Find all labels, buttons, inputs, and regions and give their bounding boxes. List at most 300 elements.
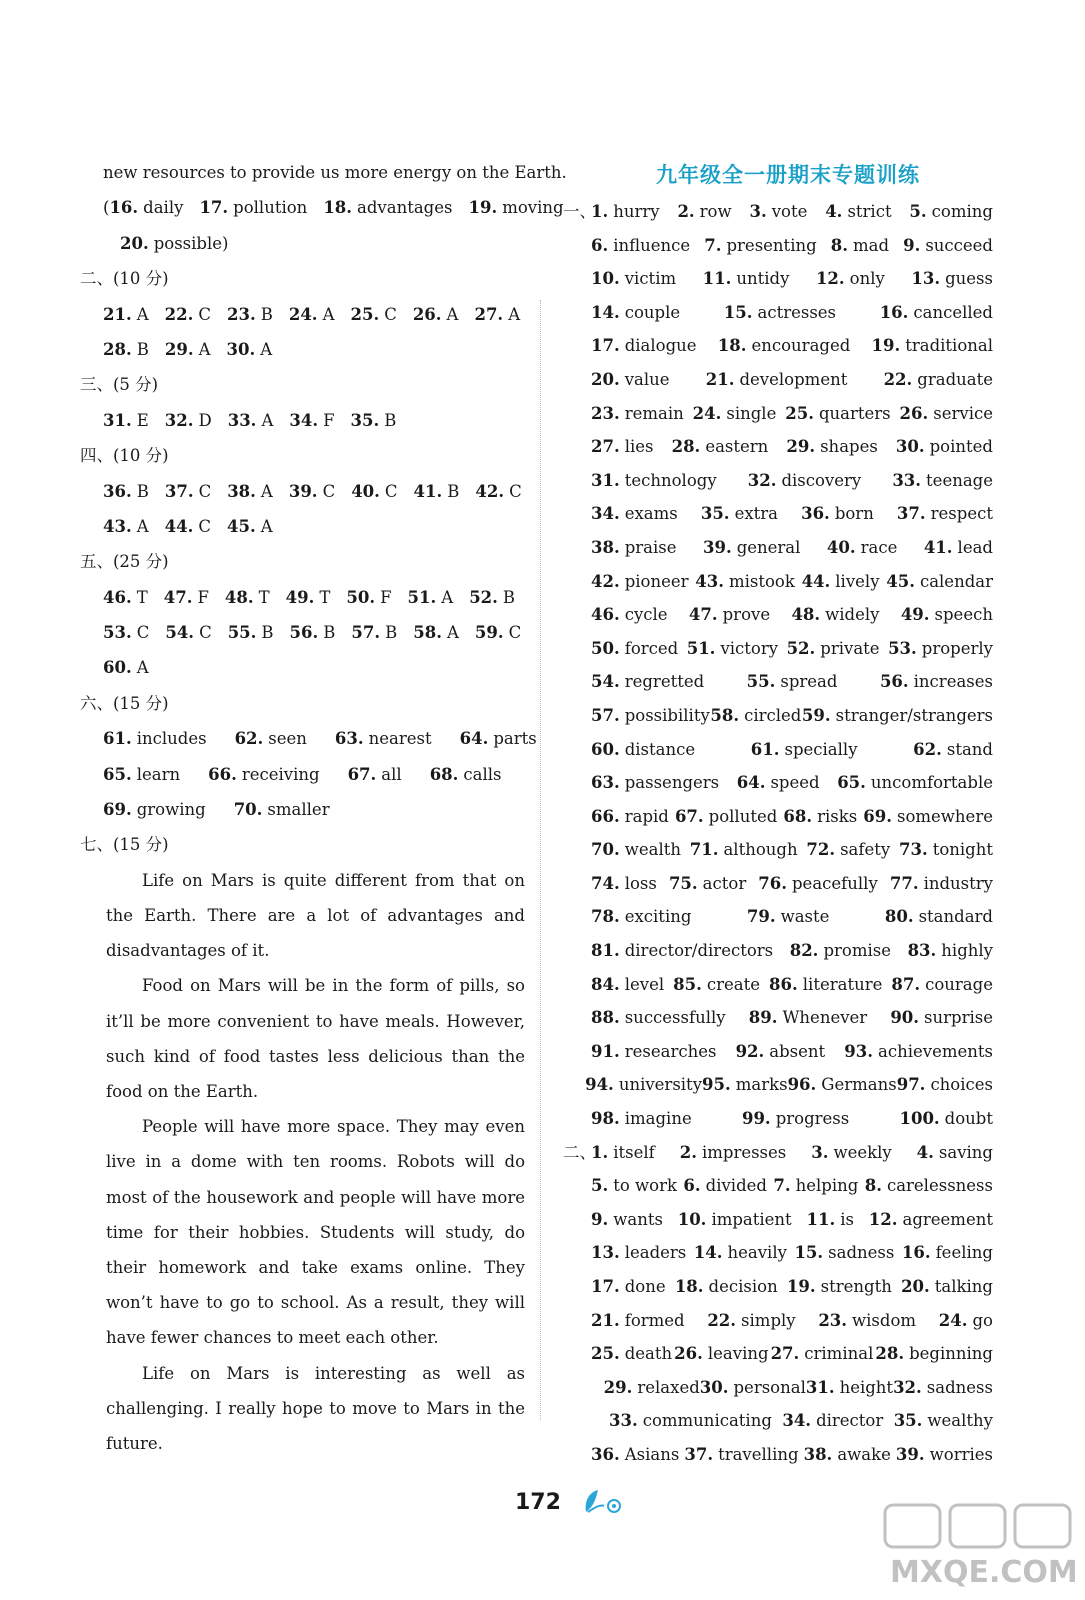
answer-number: 1.: [591, 202, 609, 221]
answer-text: speed: [770, 773, 820, 793]
answer-item: [591, 497, 678, 531]
answers-wrap: [591, 833, 1013, 867]
answer-number: 79.: [746, 907, 776, 927]
answer-number: 39.: [288, 481, 318, 501]
answer-item: [591, 699, 710, 733]
answer-number: 23.: [818, 1310, 848, 1330]
answer-item: [806, 1371, 893, 1405]
answer-number: 48.: [224, 587, 254, 607]
answer-number: 29.: [164, 339, 194, 359]
answers-wrap: [591, 1304, 1013, 1338]
answer-text: A: [322, 304, 335, 324]
answer-text: pollution: [233, 198, 308, 218]
answer-item: [103, 757, 180, 792]
answer-item: [227, 474, 273, 509]
answer-text: achievements: [878, 1041, 993, 1061]
answer-number: 82.: [789, 941, 819, 961]
answer-item: [825, 195, 891, 229]
answer-item: [413, 615, 459, 650]
answer-number: 7.: [773, 1176, 791, 1196]
answer-number: 50.: [591, 638, 620, 658]
answer-number: 81.: [591, 941, 620, 961]
answer-number: 100.: [899, 1109, 940, 1129]
answer-text: dialogue: [624, 336, 697, 356]
answers-wrap: [591, 1035, 1013, 1069]
answer-text: F: [323, 410, 335, 430]
answer-number: 43.: [103, 516, 132, 536]
answer-text: waste: [780, 907, 830, 927]
answers-wrap: [609, 1404, 1013, 1438]
answer-item: [700, 1371, 806, 1405]
answer-number: 23.: [591, 403, 620, 423]
leaf-logo-icon: [580, 1486, 630, 1516]
answer-text: A: [136, 658, 149, 678]
answer-number: 15.: [794, 1243, 824, 1263]
answer-item: [469, 580, 515, 615]
answer-item: [468, 190, 563, 225]
answer-number: 52.: [469, 587, 498, 607]
sec4-row: [80, 509, 525, 544]
answer-number: 28.: [103, 339, 132, 359]
answers-wrap: [591, 1136, 1013, 1170]
answer-number: 91.: [591, 1041, 620, 1061]
answer-number: 64.: [459, 729, 489, 749]
answer-item: [165, 297, 211, 332]
answer-number: 12.: [815, 269, 845, 289]
answer-text: go: [972, 1310, 993, 1330]
answer-item: [591, 1270, 666, 1304]
sec4-heading: 四、(10 分): [80, 446, 169, 466]
answer-item: [749, 195, 807, 229]
answer-number: 16.: [901, 1243, 931, 1263]
answer-item: [911, 262, 993, 296]
answer-item: [591, 766, 719, 800]
answer-number: 21.: [103, 304, 132, 324]
answer-text: mistook: [728, 571, 795, 591]
sec2-row: [80, 297, 525, 332]
answer-item: [694, 1236, 787, 1270]
answer-text: wants: [613, 1209, 663, 1229]
answer-item: [591, 565, 689, 599]
answer-item: [591, 464, 717, 498]
answer-number: 60.: [103, 658, 132, 678]
answer-number: 69.: [103, 800, 132, 820]
answer-item: [591, 833, 681, 867]
answer-text: marks: [735, 1075, 788, 1095]
answer-number: 33.: [892, 470, 922, 490]
answer-text: actor: [702, 873, 747, 893]
answer-number: 66.: [208, 764, 237, 784]
answer-item: [474, 297, 520, 332]
answer-text: although: [723, 840, 798, 860]
answer-item: [591, 1035, 716, 1069]
answer-item: [773, 1169, 858, 1203]
answer-item: [794, 1236, 894, 1270]
answers-wrap: [591, 867, 1013, 901]
answer-item: [901, 1270, 993, 1304]
answer-number: 5.: [909, 202, 927, 221]
sec2_rows-row: [563, 1236, 1013, 1270]
answer-number: 65.: [103, 764, 132, 784]
answer-item: [683, 1169, 767, 1203]
sec1_rows-row: [563, 262, 1013, 296]
answer-text: successfully: [624, 1008, 726, 1028]
answer-item: [227, 297, 273, 332]
answer-item: [225, 580, 270, 615]
answer-number: 90.: [890, 1008, 920, 1028]
answer-text: C: [198, 481, 212, 501]
answer-number: 62.: [913, 739, 942, 759]
answer-text: shapes: [820, 437, 878, 457]
answers-wrap: [591, 1001, 1013, 1035]
answer-text: done: [624, 1277, 666, 1296]
answer-number: 96.: [787, 1075, 817, 1095]
answer-text: E: [136, 410, 149, 430]
answer-item: [591, 430, 654, 464]
answer-item: [103, 332, 149, 367]
answer-number: 55.: [227, 623, 257, 643]
answer-item: [703, 531, 800, 565]
answer-number: 53.: [103, 623, 132, 643]
answer-item: [790, 934, 891, 968]
answers-wrap: [591, 900, 1013, 934]
answer-number: 22.: [883, 369, 913, 389]
sec2_rows-row: [563, 1169, 1013, 1203]
answer-item: [604, 1371, 700, 1405]
answer-text: promise: [823, 941, 891, 961]
answer-item: [899, 833, 993, 867]
answer-text: coming: [931, 202, 993, 221]
sec2_rows-row: [563, 1304, 1013, 1338]
answer-number: 7.: [704, 235, 722, 255]
answer-number: 6.: [591, 235, 609, 255]
answer-number: 83.: [907, 941, 937, 961]
answer-text: row: [699, 202, 732, 221]
answer-item: [674, 1337, 768, 1371]
answer-item: [591, 1203, 663, 1237]
answer-number: 98.: [591, 1109, 620, 1129]
answer-text: cycle: [624, 605, 668, 625]
answer-number: 45.: [886, 571, 915, 591]
answer-number: 9.: [903, 235, 921, 255]
answer-text: service: [933, 403, 993, 423]
answer-number: 6.: [683, 1176, 701, 1196]
answer-number: 34.: [289, 410, 319, 430]
answer-number: 89.: [748, 1008, 778, 1028]
answer-number: 26.: [412, 304, 442, 324]
answer-text: regretted: [624, 672, 705, 692]
answer-number: 56.: [879, 672, 909, 692]
answer-number: 27.: [770, 1344, 800, 1364]
sec1_rows-row: [563, 1035, 1013, 1069]
sec2_rows-row: [563, 1438, 1013, 1472]
answers-wrap: [591, 1203, 1013, 1237]
answer-item: [747, 665, 838, 699]
answer-item: [591, 1001, 726, 1035]
answer-item: [801, 497, 874, 531]
answer-item: [890, 1001, 993, 1035]
answer-item: [837, 766, 993, 800]
sec2_rows-row: [563, 1404, 1013, 1438]
answer-item: [103, 650, 149, 685]
answer-text: B: [385, 623, 398, 643]
answer-number: 21.: [705, 369, 735, 389]
answer-text: T: [319, 587, 331, 607]
answer-text: F: [197, 587, 209, 607]
answer-item: [348, 757, 402, 792]
sec1_rows-row: [563, 733, 1013, 767]
answer-item: [742, 1102, 849, 1136]
answer-text: tonight: [932, 840, 993, 860]
answer-text: agreement: [902, 1209, 993, 1229]
answer-number: 61.: [750, 739, 780, 759]
answer-text: decision: [708, 1277, 778, 1296]
sec1_rows-row: [563, 665, 1013, 699]
sec1_rows-row: [563, 296, 1013, 330]
answer-number: 88.: [591, 1008, 620, 1028]
answer-number: 19.: [786, 1277, 816, 1296]
answer-number: 30.: [895, 437, 925, 457]
sec1_rows-row: [563, 598, 1013, 632]
answer-item: [885, 900, 993, 934]
answer-text: discovery: [781, 470, 862, 490]
answer-number: 51.: [407, 587, 437, 607]
sec1_rows-row: [563, 363, 1013, 397]
answers-wrap: [591, 632, 1013, 666]
answer-item: [706, 363, 848, 397]
answer-item: [924, 531, 993, 565]
section-title: 九年级全一册期末专题训练: [656, 163, 920, 187]
answer-item: [888, 632, 993, 666]
answer-item: [109, 190, 183, 225]
answer-item: [591, 296, 680, 330]
answer-text: lively: [835, 571, 880, 591]
answer-item: [103, 580, 148, 615]
answer-item: [591, 1169, 677, 1203]
answer-item: [165, 332, 211, 367]
answer-text: forced: [624, 638, 679, 658]
answer-text: uncomfortable: [870, 773, 993, 793]
answers-wrap: [591, 1337, 1013, 1371]
answer-text: B: [447, 481, 460, 501]
answer-item: [751, 733, 858, 767]
sec1_rows-row: [563, 1102, 1013, 1136]
answer-number: 46.: [591, 605, 620, 625]
answer-text: A: [198, 339, 211, 359]
answer-item: [707, 1304, 795, 1338]
answer-text: cancelled: [913, 302, 993, 322]
sec2_rows-row: [563, 1136, 1013, 1170]
answer-number: 26.: [899, 403, 929, 423]
answer-text: C: [198, 516, 211, 536]
answer-text: safety: [840, 840, 891, 860]
answer-item: [689, 598, 770, 632]
answer-item: [872, 329, 994, 363]
answer-number: 42.: [591, 571, 620, 591]
answer-item: [675, 800, 777, 834]
answer-number: 20.: [901, 1277, 930, 1296]
sec2_rows-row: [563, 1270, 1013, 1304]
answer-text: heavily: [727, 1243, 787, 1263]
answer-text: Whenever: [782, 1008, 868, 1028]
answer-number: 99.: [741, 1109, 771, 1129]
answer-number: 18.: [674, 1277, 704, 1296]
sec1_rows-row: [563, 766, 1013, 800]
answer-number: 37.: [164, 481, 194, 501]
answer-item: [228, 403, 274, 438]
answer-text: victory: [720, 638, 779, 658]
answer-text: praise: [624, 537, 677, 557]
answer-text: is: [840, 1209, 854, 1229]
answer-text: C: [508, 623, 522, 643]
answer-number: 19.: [468, 198, 498, 218]
answer-text: D: [198, 410, 212, 430]
answers-wrap: [591, 1236, 1013, 1270]
answer-number: 14.: [591, 302, 620, 322]
answer-text: A: [260, 339, 273, 359]
answer-number: 60.: [591, 739, 620, 759]
answer-item: [591, 632, 678, 666]
answer-item: [901, 598, 993, 632]
answer-text: C: [199, 623, 212, 643]
answers-wrap: [591, 968, 1013, 1002]
sec1_rows-row: [563, 833, 1013, 867]
answer-number: 32.: [893, 1377, 922, 1397]
answer-number: 19.: [871, 336, 901, 356]
answer-number: 11.: [806, 1209, 836, 1229]
answer-text: literature: [802, 974, 883, 994]
answer-text: possible): [153, 233, 229, 253]
answer-number: 11.: [702, 269, 732, 289]
answer-number: 67.: [347, 764, 377, 784]
answer-number: 76.: [758, 873, 787, 893]
answer-item: [591, 1337, 672, 1371]
answer-number: 5.: [591, 1176, 609, 1196]
answers-wrap: [591, 1270, 1013, 1304]
answer-number: 20.: [120, 233, 149, 253]
answer-number: 54.: [591, 672, 620, 692]
answer-number: 93.: [844, 1041, 874, 1061]
answer-text: untidy: [736, 269, 790, 289]
answer-number: 33.: [227, 410, 257, 430]
answer-number: 8.: [830, 235, 848, 255]
answer-text: moving: [502, 198, 564, 218]
answer-number: 16.: [879, 302, 909, 322]
answer-text: simply: [741, 1310, 796, 1330]
answer-number: 35.: [350, 410, 380, 430]
answers-wrap: [591, 565, 1013, 599]
answer-item: [199, 190, 307, 225]
answer-number: 28.: [671, 437, 701, 457]
answer-text: impresses: [701, 1142, 787, 1162]
answer-number: 18.: [323, 198, 353, 218]
answer-item: [804, 1438, 891, 1472]
sec1_rows-row: [563, 699, 1013, 733]
answer-text: possibility: [624, 705, 710, 725]
answer-number: 3.: [749, 202, 767, 221]
answer-item: [165, 474, 211, 509]
answer-item: [591, 531, 677, 565]
column-divider: [540, 300, 541, 1420]
sec5-row: [80, 615, 525, 650]
answer-item: [806, 833, 890, 867]
answer-item: [350, 297, 396, 332]
answer-item: [591, 1136, 655, 1170]
answer-number: 36.: [103, 481, 132, 501]
answer-text: lies: [624, 437, 654, 457]
answer-number: 23.: [226, 304, 256, 324]
answer-item: [908, 934, 993, 968]
answer-text: includes: [136, 729, 207, 749]
answer-number: 44.: [801, 571, 831, 591]
answer-text: peacefully: [792, 873, 878, 893]
answer-text: daily: [143, 198, 184, 218]
answer-text: A: [508, 304, 521, 324]
answer-text: B: [323, 623, 336, 643]
answer-text: director/directors: [624, 941, 774, 961]
answer-text: courage: [925, 974, 993, 994]
answer-number: 86.: [769, 974, 798, 994]
answer-item: [234, 792, 330, 827]
sec1_rows-row: [563, 497, 1013, 531]
answer-number: 68.: [429, 764, 459, 784]
sec6-row: [80, 792, 525, 827]
answer-number: 57.: [591, 705, 620, 725]
answer-number: 41.: [923, 537, 953, 557]
answer-item: [591, 867, 657, 901]
answer-text: highly: [941, 941, 993, 961]
answer-text: growing: [136, 800, 206, 820]
answer-number: 14.: [693, 1243, 723, 1263]
answer-item: [724, 296, 836, 330]
watermark-logo: [880, 1500, 1080, 1590]
answer-item: [208, 757, 319, 792]
answer-item: [680, 1136, 787, 1170]
answers-wrap: [591, 800, 1013, 834]
answers-wrap: [591, 1102, 1013, 1136]
answer-text: calls: [463, 764, 502, 784]
answer-text: A: [446, 623, 459, 643]
answer-number: 47.: [688, 605, 718, 625]
sec1_rows-row: [563, 632, 1013, 666]
answer-number: 45.: [226, 516, 256, 536]
answer-number: 44.: [164, 516, 194, 536]
answer-text: hurry: [613, 202, 660, 221]
sec1_rows-row: [563, 329, 1013, 363]
answer-item: [802, 699, 993, 733]
answer-item: [896, 1438, 993, 1472]
answers-wrap: [604, 1371, 1013, 1405]
answer-text: Germans: [821, 1075, 897, 1095]
answer-text: B: [384, 410, 397, 430]
answer-text: Asians: [624, 1444, 680, 1464]
answer-number: 17.: [591, 1277, 620, 1296]
answer-item: [880, 296, 993, 330]
answer-number: 32.: [747, 470, 777, 490]
sec1_rows-row: [563, 464, 1013, 498]
answer-number: 25.: [591, 1344, 620, 1364]
answer-text: death: [624, 1344, 673, 1364]
answer-text: risks: [817, 806, 858, 826]
answer-text: victim: [624, 269, 677, 289]
answer-text: itself: [613, 1142, 655, 1162]
answer-item: [413, 297, 459, 332]
answers-wrap: [591, 531, 1013, 565]
answer-text: talking: [934, 1277, 993, 1296]
sec1_rows-row: [563, 195, 1013, 229]
answer-text: awake: [837, 1444, 891, 1464]
answer-item: [818, 1304, 916, 1338]
